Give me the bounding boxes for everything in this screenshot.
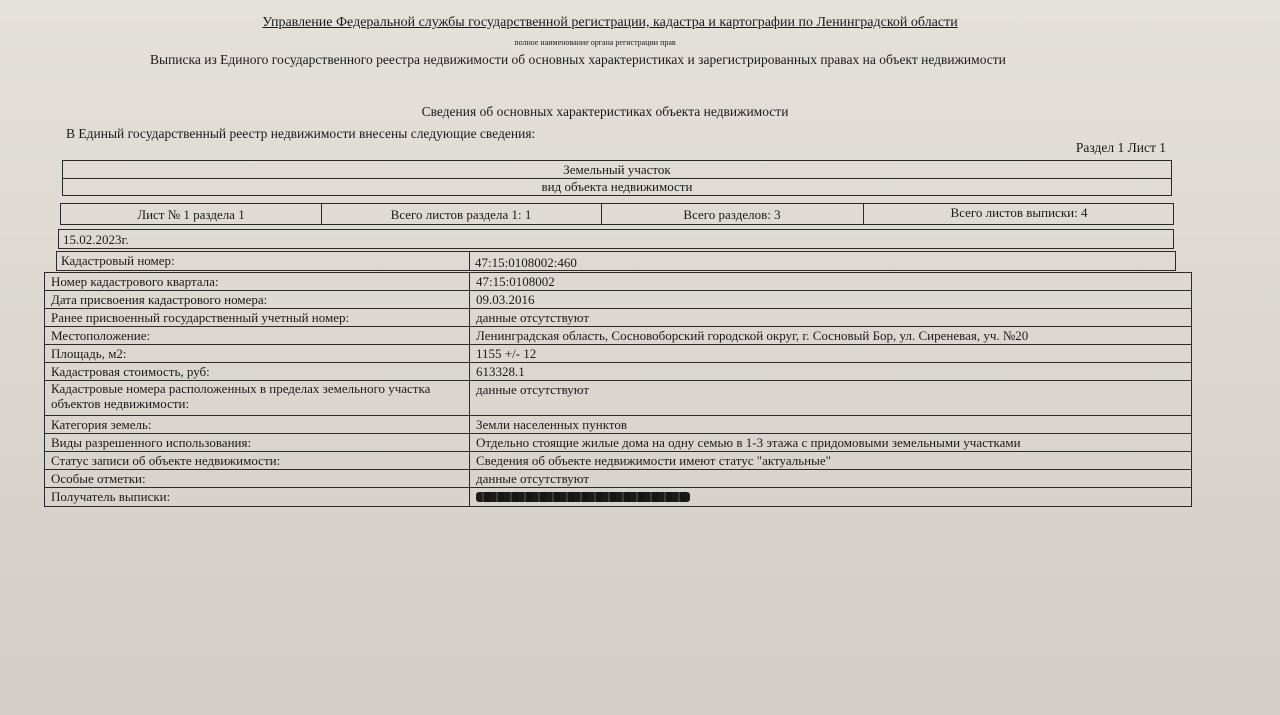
row-value: Сведения об объекте недвижимости имеют статус "актуальные": [470, 452, 1192, 470]
row-value: 1155 +/- 12: [470, 345, 1192, 363]
cadastral-number-row: [56, 251, 1176, 271]
table-row: [45, 434, 1192, 452]
row-value: данные отсутствуют: [470, 381, 1192, 416]
extract-title: Выписка из Единого государственного реестра недвижимости об основных характеристиках и зарегистрированных правах на объект недвижимости: [150, 52, 1006, 67]
table-row: [45, 363, 1192, 381]
section-sheet-label: Раздел 1 Лист 1: [1075, 140, 1166, 155]
table-row: [45, 452, 1192, 470]
row-value: Земли населенных пунктов: [470, 416, 1192, 434]
row-key: Получатель выписки:: [45, 488, 470, 507]
row-key: Номер кадастрового квартала:: [45, 273, 470, 291]
row-value: данные отсутствуют: [470, 470, 1192, 488]
row-key: Ранее присвоенный государственный учетный номер:: [45, 309, 470, 327]
organization-caption: полное наименование органа регистрации прав: [514, 38, 676, 47]
table-row: [45, 381, 1192, 416]
table-row: [45, 327, 1192, 345]
intro-text: В Единый государственный реестр недвижимости внесены следующие сведения:: [66, 126, 536, 141]
row-value: данные отсутствуют: [470, 309, 1192, 327]
organization-name: Управление Федеральной службы государственной регистрации, кадастра и картографии по Ленинградской области: [262, 15, 958, 30]
object-type-box: [62, 160, 1172, 196]
table-row: [45, 309, 1192, 327]
redacted-recipient: [476, 492, 690, 502]
row-key: Кадастровая стоимость, руб:: [45, 363, 470, 381]
total-sections: Всего разделов: 3: [683, 207, 781, 222]
table-row: [45, 291, 1192, 309]
sheets-row: [60, 203, 1174, 225]
object-type-caption: вид объекта недвижимости: [541, 179, 693, 194]
table-row: [45, 416, 1192, 434]
row-value: 47:15:0108002: [470, 273, 1192, 291]
section-title: Сведения об основных характеристиках объекта недвижимости: [421, 104, 789, 119]
recipient-value: [470, 488, 1192, 507]
row-key: Категория земель:: [45, 416, 470, 434]
table-row: [45, 345, 1192, 363]
row-value: 613328.1: [470, 363, 1192, 381]
row-value: Ленинградская область, Сосновоборский городской округ, г. Сосновый Бор, ул. Сиреневая, уч. №20: [470, 327, 1192, 345]
total-sheets-section: Всего листов раздела 1: 1: [390, 207, 532, 222]
total-sheets-extract: Всего листов выписки: 4: [950, 205, 1088, 220]
characteristics-table: [44, 272, 1192, 507]
table-row: [45, 488, 1192, 507]
object-type: Земельный участок: [563, 162, 671, 177]
row-key: Площадь, м2:: [45, 345, 470, 363]
cadastral-number-label: Кадастровый номер:: [61, 253, 175, 268]
row-value: Отдельно стоящие жилые дома на одну семью в 1-3 этажа с придомовыми земельными участками: [470, 434, 1192, 452]
row-key: Виды разрешенного использования:: [45, 434, 470, 452]
row-value: 09.03.2016: [470, 291, 1192, 309]
cadastral-number-value: 47:15:0108002:460: [475, 255, 577, 270]
date-row: [58, 229, 1174, 249]
sheet-number: Лист № 1 раздела 1: [137, 207, 245, 222]
table-row: [45, 273, 1192, 291]
row-key: Кадастровые номера расположенных в пределах земельного участка объектов недвижимости:: [45, 381, 470, 416]
row-key: Статус записи об объекте недвижимости:: [45, 452, 470, 470]
row-key: Местоположение:: [45, 327, 470, 345]
extract-date: 15.02.2023г.: [63, 232, 129, 247]
table-row: [45, 470, 1192, 488]
row-key: Особые отметки:: [45, 470, 470, 488]
row-key: Дата присвоения кадастрового номера:: [45, 291, 470, 309]
